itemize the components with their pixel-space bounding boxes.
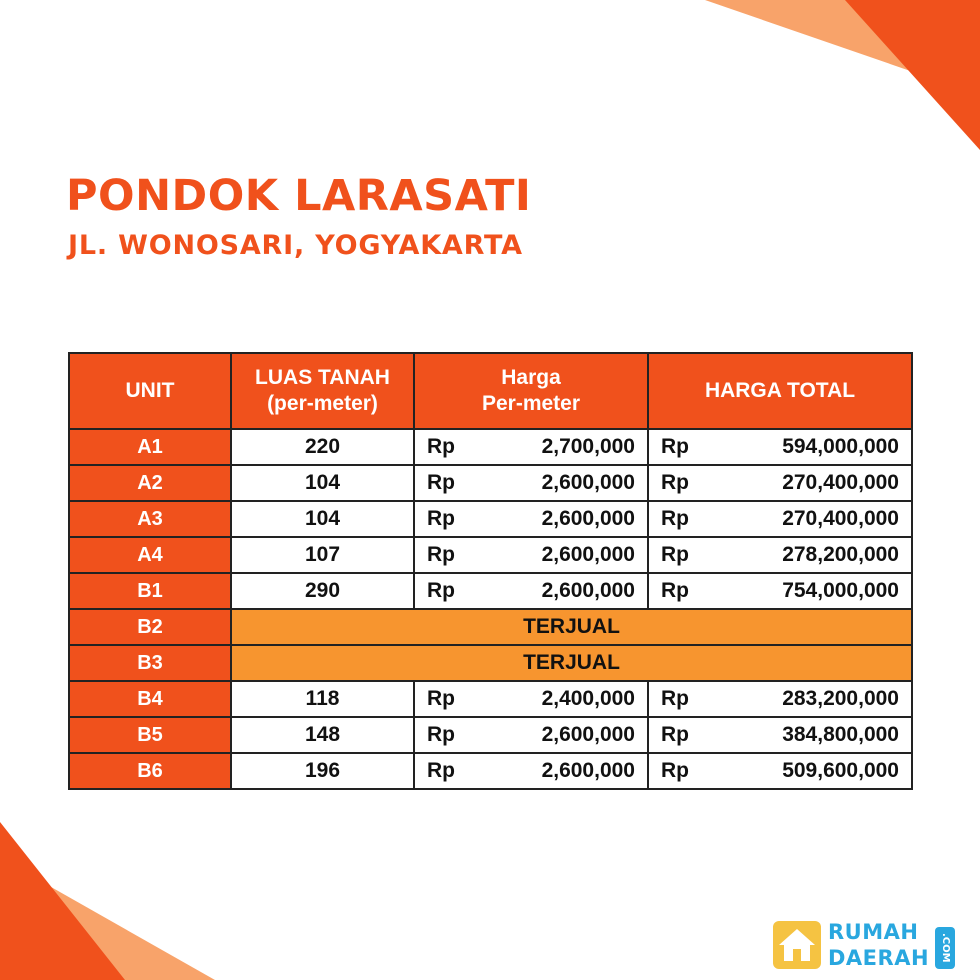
price-per-meter-cell (414, 501, 648, 537)
currency-label: Rp (661, 471, 689, 494)
price-per-meter-value: 2,600,000 (541, 507, 635, 530)
currency-label: Rp (661, 543, 689, 566)
total-price-cell (648, 501, 912, 537)
unit-cell: B1 (69, 573, 231, 609)
table-row-sold (69, 645, 912, 681)
unit-cell: A1 (69, 429, 231, 465)
price-per-meter-value: 2,600,000 (541, 543, 635, 566)
table-row (69, 429, 912, 465)
price-per-meter-cell (414, 537, 648, 573)
price-per-meter-value: 2,600,000 (541, 579, 635, 602)
total-price-value: 270,400,000 (782, 507, 899, 530)
house-icon (772, 920, 822, 970)
land-area-cell: 104 (231, 465, 414, 501)
land-area-cell: 107 (231, 537, 414, 573)
header-price-line1: Harga (501, 366, 561, 389)
price-per-meter-value: 2,600,000 (541, 759, 635, 782)
table-header-row (69, 353, 912, 429)
top-right-dark-triangle (845, 0, 980, 150)
total-price-value: 594,000,000 (782, 435, 899, 458)
currency-label: Rp (427, 507, 455, 530)
currency-label: Rp (661, 507, 689, 530)
currency-label: Rp (427, 435, 455, 458)
header-unit (69, 353, 231, 429)
price-per-meter-value: 2,400,000 (541, 687, 635, 710)
page-title: PONDOK LARASATI (66, 171, 532, 221)
price-per-meter-value: 2,700,000 (541, 435, 635, 458)
logo-line1: RUMAH (828, 920, 919, 944)
table-row (69, 537, 912, 573)
price-per-meter-cell (414, 717, 648, 753)
currency-label: Rp (661, 759, 689, 782)
total-price-cell (648, 537, 912, 573)
currency-label: Rp (427, 543, 455, 566)
land-area-cell: 118 (231, 681, 414, 717)
currency-label: Rp (427, 687, 455, 710)
price-table (68, 352, 913, 790)
sold-status: TERJUAL (231, 645, 912, 681)
price-per-meter-cell (414, 465, 648, 501)
header-land-area-line1: LUAS TANAH (255, 366, 390, 389)
total-price-value: 509,600,000 (782, 759, 899, 782)
page-subtitle: JL. WONOSARI, YOGYAKARTA (68, 230, 523, 261)
header-land-area-line2: (per-meter) (267, 392, 378, 415)
land-area-cell: 148 (231, 717, 414, 753)
price-per-meter-cell (414, 429, 648, 465)
table-row-sold (69, 609, 912, 645)
currency-label: Rp (661, 687, 689, 710)
total-price-cell (648, 573, 912, 609)
table-row (69, 681, 912, 717)
total-price-value: 754,000,000 (782, 579, 899, 602)
land-area-cell: 290 (231, 573, 414, 609)
land-area-cell: 104 (231, 501, 414, 537)
price-per-meter-cell (414, 753, 648, 789)
table-row (69, 717, 912, 753)
currency-label: Rp (427, 723, 455, 746)
unit-cell: B2 (69, 609, 231, 645)
price-per-meter-value: 2,600,000 (541, 723, 635, 746)
currency-label: Rp (661, 579, 689, 602)
price-per-meter-value: 2,600,000 (541, 471, 635, 494)
price-per-meter-cell (414, 573, 648, 609)
price-per-meter-cell (414, 681, 648, 717)
unit-cell: B4 (69, 681, 231, 717)
header-total-label: HARGA TOTAL (704, 379, 856, 402)
unit-cell: A4 (69, 537, 231, 573)
table-row (69, 573, 912, 609)
land-area-cell: 196 (231, 753, 414, 789)
currency-label: Rp (661, 723, 689, 746)
total-price-value: 270,400,000 (782, 471, 899, 494)
rumahdaerah-logo (772, 912, 966, 974)
total-price-cell (648, 429, 912, 465)
currency-label: Rp (427, 579, 455, 602)
total-price-value: 384,800,000 (782, 723, 899, 746)
total-price-cell (648, 717, 912, 753)
total-price-value: 283,200,000 (782, 687, 899, 710)
table-row (69, 753, 912, 789)
logo-line2: DAERAH (828, 946, 930, 970)
table-body (69, 429, 912, 789)
sold-status: TERJUAL (231, 609, 912, 645)
currency-label: Rp (427, 471, 455, 494)
unit-cell: B5 (69, 717, 231, 753)
land-area-cell: 220 (231, 429, 414, 465)
total-price-cell (648, 465, 912, 501)
logo-suffix: .COM (935, 927, 955, 969)
header-total-price (648, 353, 912, 429)
header-price-line2: Per-meter (481, 392, 581, 415)
header-price-per-meter (414, 353, 648, 429)
unit-cell: B3 (69, 645, 231, 681)
unit-cell: A3 (69, 501, 231, 537)
table-row (69, 465, 912, 501)
currency-label: Rp (427, 759, 455, 782)
total-price-value: 278,200,000 (782, 543, 899, 566)
currency-label: Rp (661, 435, 689, 458)
total-price-cell (648, 681, 912, 717)
total-price-cell (648, 753, 912, 789)
table-row (69, 501, 912, 537)
unit-cell: A2 (69, 465, 231, 501)
header-unit-label: UNIT (125, 379, 175, 402)
unit-cell: B6 (69, 753, 231, 789)
header-land-area (231, 353, 414, 429)
